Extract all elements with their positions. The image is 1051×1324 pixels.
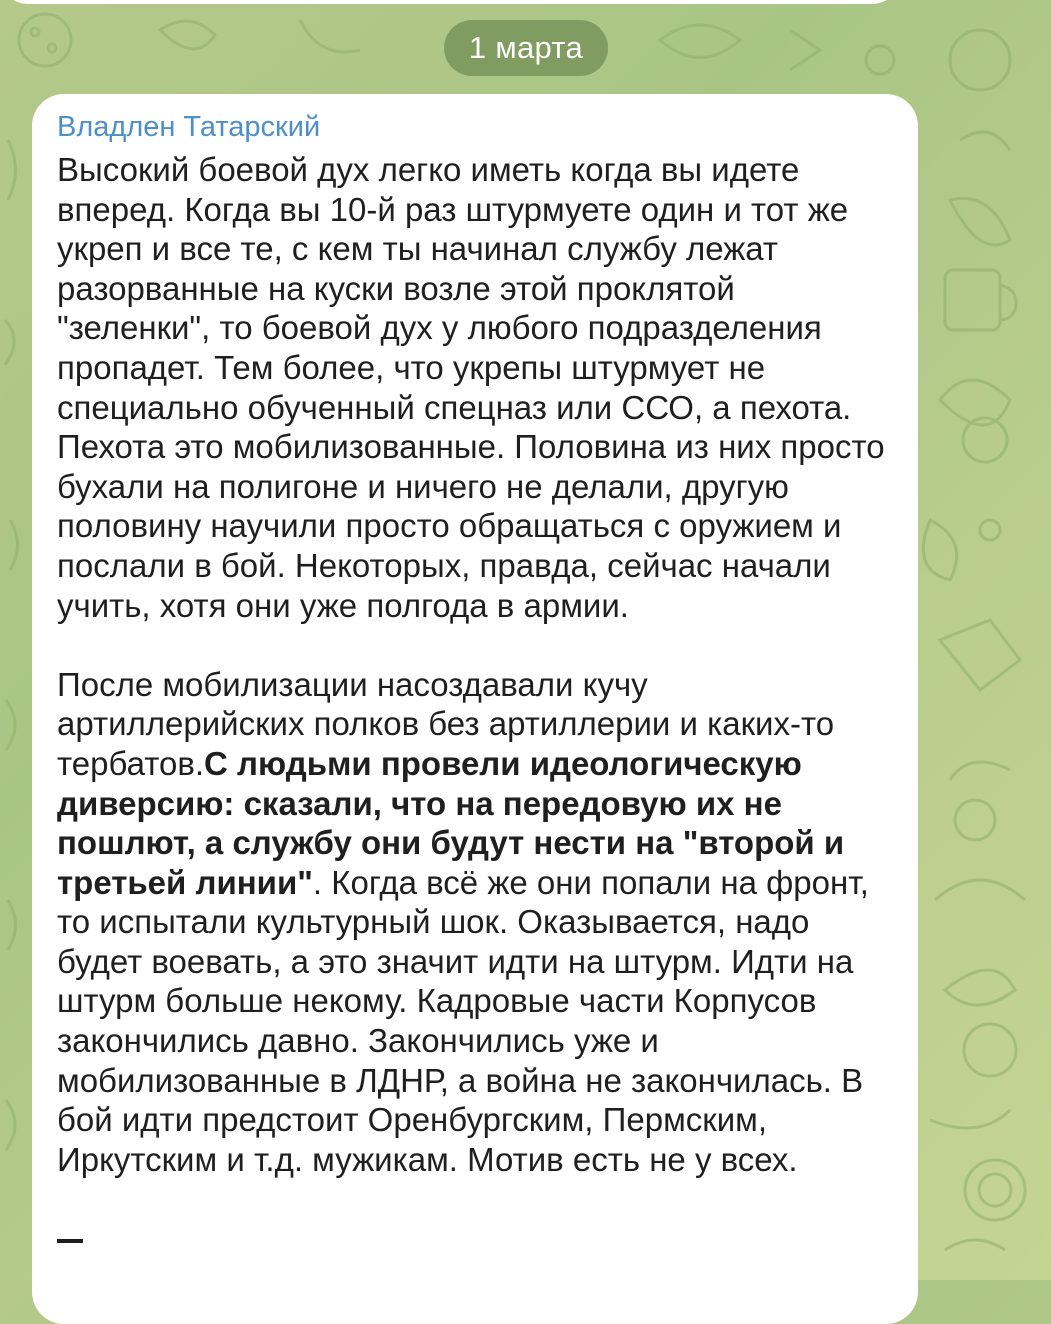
message-paragraph-2 xyxy=(57,665,890,1180)
paragraph-gap xyxy=(57,1179,890,1219)
paragraph-2-start: После мобилизации насоздавали кучу артиллерийских полков без артиллерии и каких-то тербатов. xyxy=(57,665,835,782)
message-bubble[interactable] xyxy=(32,94,918,1324)
message-paragraph-3-cut xyxy=(57,1219,890,1259)
paragraph-2-bold: С людьми провели идеологическую диверсию: сказали, что на передовую их не пошлют, а службу они будут нести на "второй и третьей линии" xyxy=(57,744,845,901)
message-paragraph-1: Высокий боевой дух легко иметь когда вы идете вперед. Когда вы 10-й раз штурмуете один и тот же укреп и все те, с кем ты начинал службу лежат разорванные на куски возле этой проклятой "зеленки", то боевой дух у любого подразделения пропадет. Тем более, что укрепы штурмует не специально обученный спецназ или ССО, а пехота. Пехота это мобилизованные. Половина из них просто бухали на полигоне и ничего не делали, другую половину научили просто обращаться с оружием и послали в бой. Некоторых, правда, сейчас начали учить, хотя они уже полгода в армии. xyxy=(57,151,885,624)
previous-message-bubble-edge xyxy=(0,0,900,4)
truncated-text-fragment xyxy=(57,1239,83,1243)
date-divider: 1 марта xyxy=(444,20,608,76)
sender-name[interactable]: Владлен Татарский xyxy=(57,111,321,143)
paragraph-2-end: . Когда всё же они попали на фронт, то испытали культурный шок. Оказывается, надо будет воевать, а это значит идти на штурм. Идти на штурм больше некому. Кадровые части Корпусов закончились давно. Закончились уже и мобилизованные в ЛДНР, а война не закончилась. В бой идти предстоит Оренбургским, Пермским, Иркутским и т.д. мужикам. Мотив есть не у всех. xyxy=(57,863,869,1178)
message-text xyxy=(57,150,890,1259)
paragraph-gap xyxy=(57,625,890,665)
